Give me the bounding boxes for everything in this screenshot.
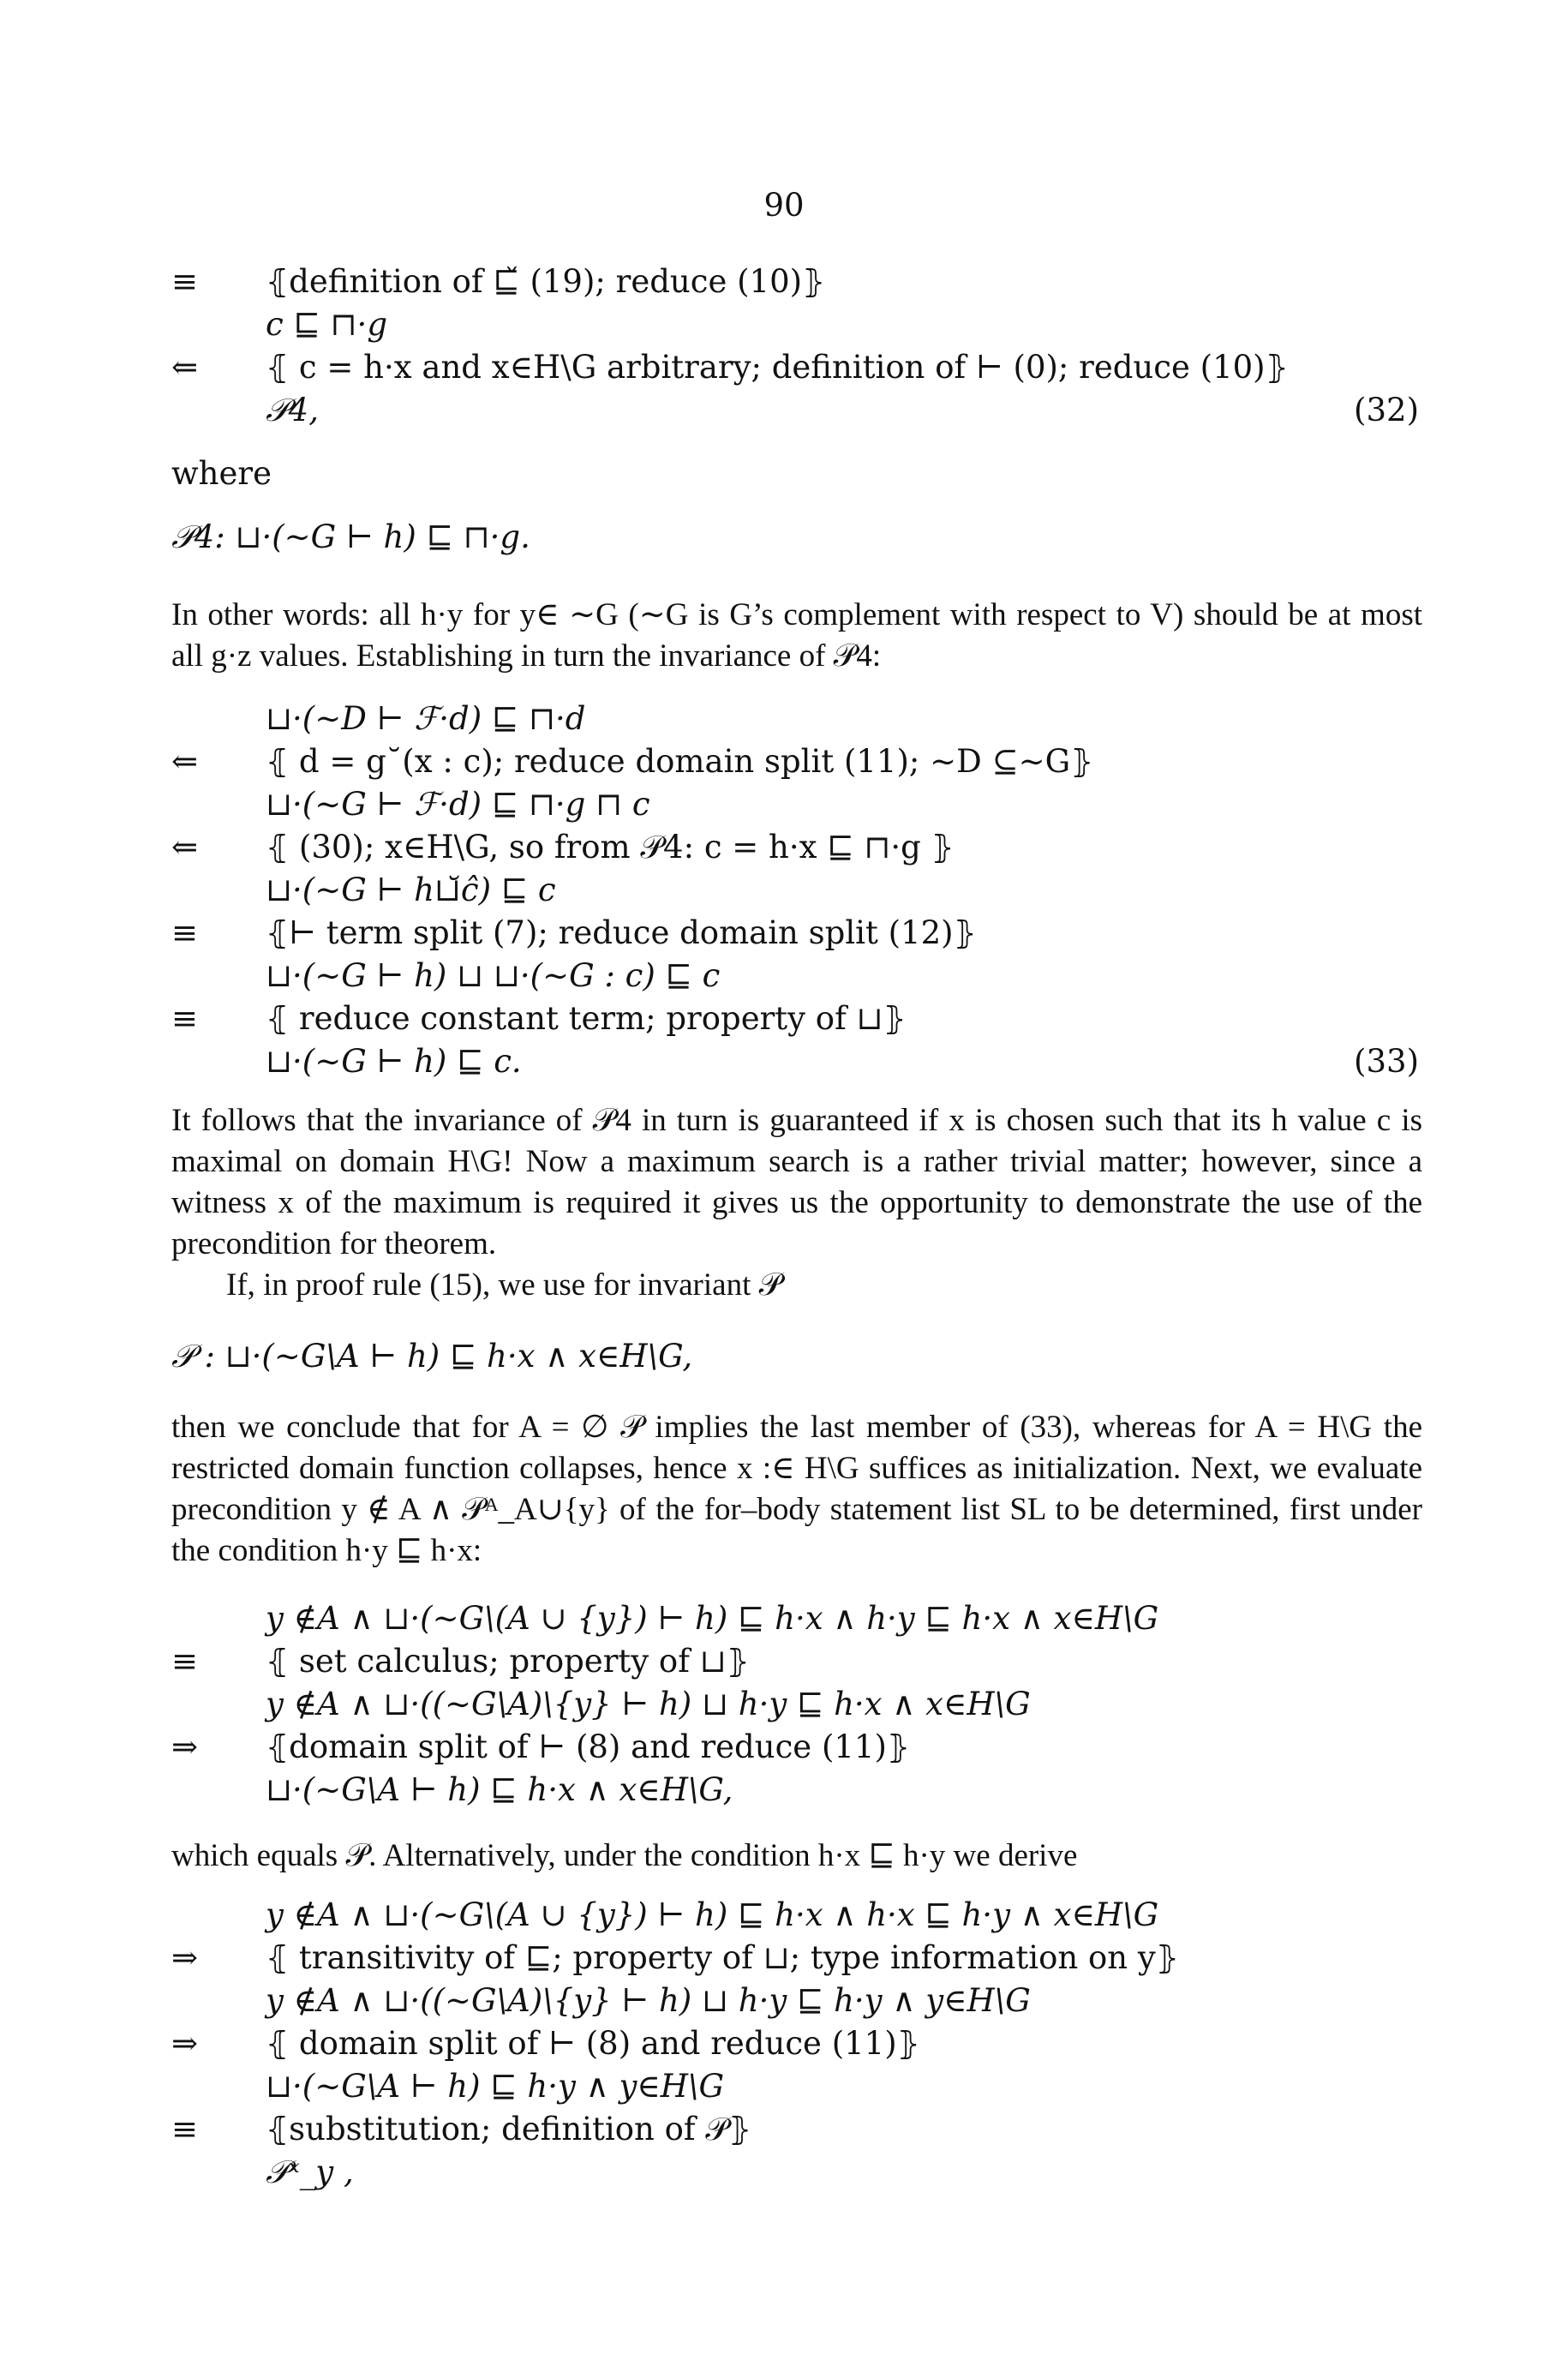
derivation-hint: ⦃domain split of ⊢ (8) and reduce (11)⦄ bbox=[266, 1728, 911, 1765]
paragraph-other-words: In other words: all h·y for y∈ ∼G (∼G is G’s complement with respect to V) should be at most all g·z values. Establishing in turn the invariance of 𝒫4: bbox=[171, 597, 1422, 674]
derivation-hint: ⦃ reduce constant term; property of ⊔⦄ bbox=[266, 1000, 907, 1037]
derivation-expression: y ∉A ∧ ⊔·((∼G\A)\{y} ⊢ h) ⊔ h·y ⊑ h·x ∧ x∈H\G bbox=[266, 1686, 1031, 1722]
relation-symbol: ⇒ bbox=[171, 1728, 199, 1765]
relation-symbol: ⇐ bbox=[171, 829, 199, 866]
derivation-hint: ⦃ domain split of ⊢ (8) and reduce (11)⦄ bbox=[266, 2025, 920, 2062]
p4-definition: 𝒫4: ⊔·(∼G ⊢ h) ⊑ ⊓·g. bbox=[171, 518, 530, 555]
derivation-hint: ⦃ transitivity of ⊑; property of ⊔; type information on y⦄ bbox=[266, 1939, 1179, 1976]
derivation-expression: ⊔·(∼G\A ⊢ h) ⊑ h·y ∧ y∈H\G bbox=[266, 2068, 725, 2105]
relation-symbol: ⇐ bbox=[171, 349, 199, 386]
where-label: where bbox=[171, 455, 272, 492]
relation-symbol: ⇒ bbox=[171, 2025, 199, 2062]
paragraph-conclusion: then we conclude that for A = ∅ 𝒫 implies the last member of (33), whereas for A = H\G the restricted domain function collapses, hence x :∈ H\G suffices as initialization. Next, we evaluate precondition y ∉ A ∧ 𝒫ᴬ_A∪{y} of the for–body statement list SL to be determined, first under the condition h·y ⊑ h·x: bbox=[171, 1410, 1422, 1568]
page-number: 90 bbox=[763, 187, 805, 224]
paragraph-invariance: It follows that the invariance of 𝒫4 in turn is guaranteed if x is chosen such that its h value c is maximal on domain H\G! Now a maximum search is a rather trivial matter; however, since a witness x of the maximum is required it gives us the opportunity to demonstrate the use of the precondition for theorem. bbox=[171, 1103, 1422, 1261]
derivation-expression: c ⊑ ⊓·g bbox=[266, 306, 388, 343]
relation-symbol: ⇐ bbox=[171, 743, 199, 780]
derivation-hint: ⦃⊢ term split (7); reduce domain split (12)⦄ bbox=[266, 914, 977, 951]
derivation-hint: ⦃definition of ⊑̌ (19); reduce (10)⦄ bbox=[266, 263, 826, 300]
derivation-expression: 𝒫ˣ_y , bbox=[266, 2153, 354, 2190]
derivation-expression: ⊔·(∼G ⊢ h) ⊑ c. bbox=[266, 1043, 522, 1080]
derivation-hint: ⦃substitution; definition of 𝒫⦄ bbox=[266, 2111, 752, 2147]
relation-symbol: ≡ bbox=[171, 914, 199, 951]
relation-symbol: ⇒ bbox=[171, 1939, 199, 1976]
relation-symbol: ≡ bbox=[171, 2111, 199, 2147]
equation-label: (33) bbox=[1354, 1043, 1419, 1080]
derivation-hint: ⦃ d = g˘(x : c); reduce domain split (11); ∼D ⊆∼G⦄ bbox=[266, 743, 1094, 780]
derivation-expression: y ∉A ∧ ⊔·((∼G\A)\{y} ⊢ h) ⊔ h·y ⊑ h·y ∧ y∈H\G bbox=[266, 1982, 1031, 2019]
relation-symbol: ≡ bbox=[171, 1000, 199, 1037]
p-invariant-definition: 𝒫 : ⊔·(∼G\A ⊢ h) ⊑ h·x ∧ x∈H\G, bbox=[171, 1338, 693, 1375]
derivation-expression: ⊔·(∼G ⊢ h⊔̆ĉ) ⊑ c bbox=[266, 872, 556, 908]
relation-symbol: ≡ bbox=[171, 1643, 199, 1680]
derivation-expression: y ∉A ∧ ⊔·(∼G\(A ∪ {y}) ⊢ h) ⊑ h·x ∧ h·x ⊑ h·y ∧ x∈H\G bbox=[266, 1896, 1159, 1933]
derivation-expression: ⊔·(∼D ⊢ ℱ·d) ⊑ ⊓·d bbox=[266, 700, 586, 737]
equation-label: (32) bbox=[1354, 392, 1419, 428]
derivation-hint: ⦃ (30); x∈H\G, so from 𝒫4: c = h·x ⊑ ⊓·g ⦄ bbox=[266, 829, 955, 866]
derivation-expression: ⊔·(∼G\A ⊢ h) ⊑ h·x ∧ x∈H\G, bbox=[266, 1771, 733, 1808]
derivation-expression: ⊔·(∼G ⊢ ℱ·d) ⊑ ⊓·g ⊓ c bbox=[266, 786, 650, 823]
paragraph-alternative: which equals 𝒫. Alternatively, under the condition h·x ⊑ h·y we derive bbox=[171, 1838, 1078, 1873]
derivation-expression: 𝒫4, bbox=[266, 392, 319, 428]
derivation-hint: ⦃ set calculus; property of ⊔⦄ bbox=[266, 1643, 750, 1680]
derivation-hint: ⦃ c = h·x and x∈H\G arbitrary; definition of ⊢ (0); reduce (10)⦄ bbox=[266, 349, 1289, 386]
derivation-expression: ⊔·(∼G ⊢ h) ⊔ ⊔·(∼G : c) ⊑ c bbox=[266, 957, 721, 994]
paragraph-proof-rule: If, in proof rule (15), we use for invariant 𝒫 bbox=[226, 1267, 782, 1303]
derivation-expression: y ∉A ∧ ⊔·(∼G\(A ∪ {y}) ⊢ h) ⊑ h·x ∧ h·y ⊑ h·x ∧ x∈H\G bbox=[266, 1600, 1159, 1637]
relation-symbol: ≡ bbox=[171, 263, 199, 300]
